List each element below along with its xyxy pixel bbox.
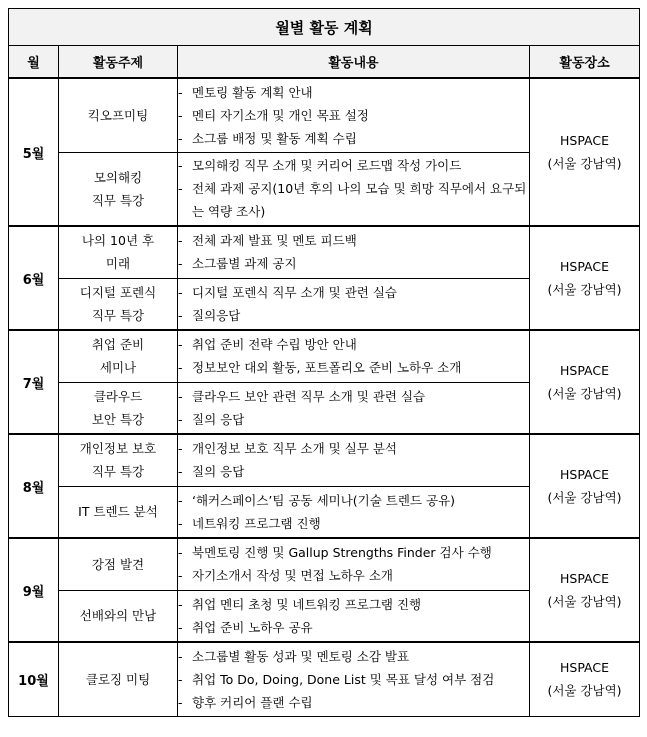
bullet-dash-icon: - [178,619,183,635]
place-cell [530,78,640,226]
content-item [178,356,529,379]
table-title: 월별 활동 계획 [9,9,640,46]
content-item-text: 자기소개서 작성 및 면접 노하우 소개 [192,568,393,584]
topic-title-line: 직무 특강 [91,192,145,208]
content-item-text: 클라우드 보안 관련 직무 소개 및 관련 실습 [192,388,426,404]
bullet-dash-icon: - [178,181,183,197]
place-detail: (서울 강남역) [547,490,622,505]
content-item [178,333,529,356]
content-item-text: 질의응답 [192,307,241,323]
content-item [178,104,529,127]
place-name: HSPACE [559,571,610,586]
bullet-dash-icon: - [178,360,183,376]
content-item-text: 디지털 포렌식 직무 소개 및 관련 실습 [192,284,397,300]
topic-title-line: 클라우드 [93,388,143,404]
month-cell: 8월 [9,434,59,538]
table-row [9,642,640,716]
content-item-text: 모의해킹 직무 소개 및 커리어 로드맵 작성 가이드 [192,158,462,174]
bullet-dash-icon: - [178,515,183,531]
content-item [178,81,529,104]
content-item-text: 질의 응답 [192,464,245,480]
topic-title-line: 보안 특강 [91,411,145,427]
content-item [178,385,529,408]
bullet-dash-icon: - [178,648,183,664]
content-cell [178,590,530,642]
content-item-text: 향후 커리어 플랜 수립 [192,694,313,710]
month-cell: 10월 [9,642,59,716]
place-cell [530,538,640,642]
content-item [178,668,529,691]
bullet-dash-icon: - [178,388,183,404]
topic-title-line: 미래 [105,256,131,272]
topic-title-line: 취업 준비 [91,337,145,353]
bullet-dash-icon: - [178,441,183,457]
bullet-dash-icon: - [178,337,183,353]
content-item [178,645,529,668]
content-item [178,281,529,304]
topic-title-line: 클로징 미팅 [85,671,151,687]
topic-title-line: IT 트렌드 분석 [78,504,158,520]
monthly-plan-table [8,8,640,717]
bullet-dash-icon: - [178,545,183,561]
place-cell [530,226,640,330]
content-item-text: 북멘토링 진행 및 Gallup Strengths Finder 검사 수행 [192,545,492,561]
bullet-dash-icon: - [178,568,183,584]
bullet-dash-icon: - [178,464,183,480]
content-item [178,127,529,150]
bullet-dash-icon: - [178,107,183,123]
month-cell: 9월 [9,538,59,642]
content-item [178,408,529,431]
content-item [178,541,529,564]
header-month: 월 [9,46,59,79]
content-item-text: 정보보안 대외 활동, 포트폴리오 준비 노하우 소개 [192,360,462,376]
content-cell [178,642,530,716]
topic-cell [59,382,178,434]
bullet-dash-icon: - [178,84,183,100]
content-cell [178,330,530,382]
place-detail: (서울 강남역) [547,282,622,297]
topic-cell [59,434,178,486]
content-item [178,304,529,327]
topic-cell [59,330,178,382]
bullet-dash-icon: - [178,694,183,710]
bullet-dash-icon: - [178,492,183,508]
content-item-text: 소그룹별 활동 성과 및 멘토링 소감 발표 [192,648,410,664]
bullet-dash-icon: - [178,233,183,249]
bullet-dash-icon: - [178,130,183,146]
content-cell [178,78,530,152]
place-detail: (서울 강남역) [547,594,622,609]
topic-cell [59,226,178,278]
content-item-text: 전체 과제 공지(10년 후의 나의 모습 및 희망 직무에서 요구되는 역량 조사) [192,181,527,220]
bullet-dash-icon: - [178,411,183,427]
bullet-dash-icon: - [178,284,183,300]
content-cell [178,152,530,226]
topic-title-line: 나의 10년 후 [81,233,155,249]
topic-cell [59,78,178,152]
topic-title-line: 직무 특강 [91,307,145,323]
topic-title-line: 킥오프미팅 [87,107,149,123]
content-item [178,177,529,223]
content-item [178,593,529,616]
topic-title-line: 세미나 [99,360,137,376]
topic-title-line: 직무 특강 [91,464,145,480]
month-cell: 7월 [9,330,59,434]
content-item [178,489,529,512]
content-item-text: 전체 과제 발표 및 멘토 피드백 [192,233,357,249]
content-item [178,564,529,587]
place-name: HSPACE [559,660,610,676]
content-cell [178,278,530,330]
bullet-dash-icon: - [178,596,183,612]
content-item-text: 멘토링 활동 계획 안내 [192,84,313,100]
content-item-text: 소그룹별 과제 공지 [192,256,297,272]
place-name: HSPACE [559,467,610,482]
topic-title-line: 개인정보 보호 [79,441,157,457]
place-name: HSPACE [559,363,610,378]
table-row [9,434,640,486]
bullet-dash-icon: - [178,671,183,687]
content-cell [178,434,530,486]
content-item-text: 개인정보 보호 직무 소개 및 실무 분석 [192,441,397,457]
content-item [178,229,529,252]
topic-cell [59,642,178,716]
content-item-text: 네트워킹 프로그램 진행 [192,515,321,531]
place-detail: (서울 강남역) [547,156,622,171]
topic-title-line: 선배와의 만남 [79,608,157,624]
topic-cell [59,278,178,330]
content-cell [178,226,530,278]
content-cell [178,382,530,434]
content-item-text: 취업 준비 노하우 공유 [192,619,313,635]
content-item-text: 멘티 자기소개 및 개인 목표 설정 [192,107,369,123]
content-item [178,616,529,639]
month-cell: 6월 [9,226,59,330]
topic-cell [59,538,178,590]
table-row [9,226,640,278]
content-item [178,252,529,275]
topic-cell [59,486,178,538]
topic-title-line: 모의해킹 [93,169,143,185]
bullet-dash-icon: - [178,158,183,174]
place-cell [530,330,640,434]
topic-title-line: 디지털 포렌식 [79,284,157,300]
header-place: 활동장소 [530,46,640,79]
content-item [178,460,529,483]
content-item-text: 취업 To Do, Doing, Done List 및 목표 달성 여부 점검 [192,671,495,687]
content-item [178,437,529,460]
bullet-dash-icon: - [178,256,183,272]
content-item [178,154,529,177]
content-cell [178,486,530,538]
header-content: 활동내용 [178,46,530,79]
place-cell [530,642,640,716]
topic-cell [59,590,178,642]
content-item-text: 소그룹 배정 및 활동 계획 수립 [192,130,357,146]
content-item [178,512,529,535]
table-row [9,78,640,152]
content-item [178,691,529,714]
table-row [9,538,640,590]
place-detail: (서울 강남역) [547,386,622,401]
header-topic: 활동주제 [59,46,178,79]
place-cell [530,434,640,538]
month-cell: 5월 [9,78,59,226]
place-name: HSPACE [559,133,610,148]
topic-cell [59,152,178,226]
place-detail: (서울 강남역) [547,683,622,699]
table-row [9,330,640,382]
content-item-text: 취업 준비 전략 수립 방안 안내 [192,337,357,353]
bullet-dash-icon: - [178,307,183,323]
content-item-text: 질의 응답 [192,411,245,427]
content-item-text: ‘해커스페이스’팀 공동 세미나(기술 트렌드 공유) [192,492,456,508]
content-cell [178,538,530,590]
content-item-text: 취업 멘티 초청 및 네트워킹 프로그램 진행 [192,596,422,612]
place-name: HSPACE [559,259,610,274]
topic-title-line: 강점 발견 [91,556,145,572]
